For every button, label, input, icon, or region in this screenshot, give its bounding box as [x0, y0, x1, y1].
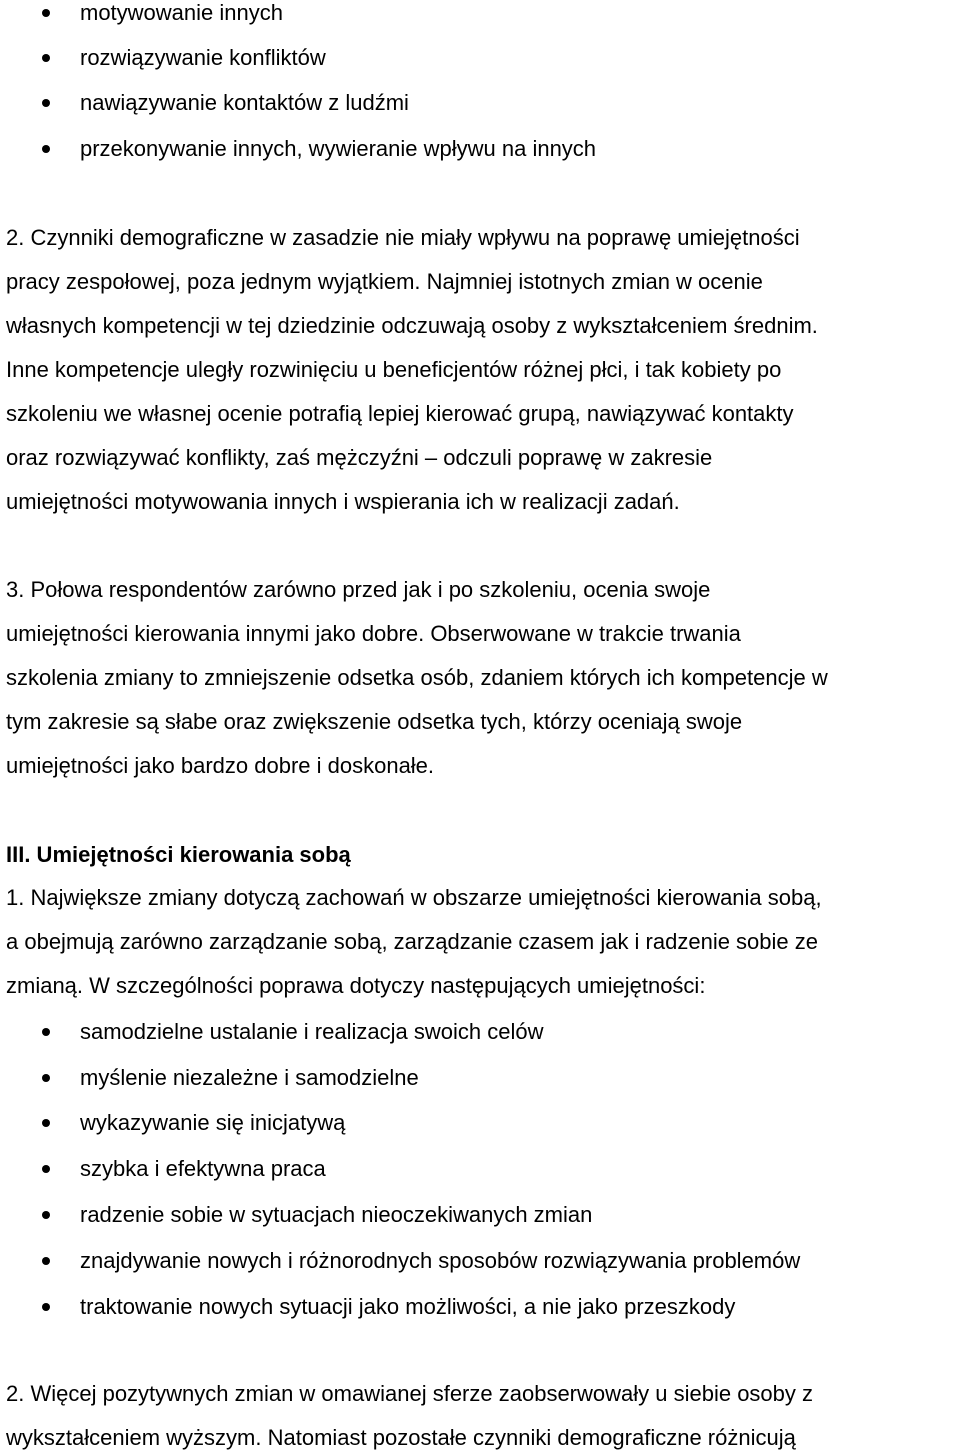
text-line: Inne kompetencje uległy rozwinięciu u beneficjentów różnej płci, i tak kobiety po — [6, 357, 782, 382]
bullet-icon — [42, 9, 50, 17]
text-line: oraz rozwiązywać konflikty, zaś mężczyźni – odczuli poprawę w zakresie — [6, 445, 713, 470]
bullet-icon — [42, 99, 50, 107]
list-item: przekonywanie innych, wywieranie wpływu na innych — [0, 136, 960, 162]
text-line: szkoleniu we własnej ocenie potrafią lepiej kierować grupą, nawiązywać kontakty — [6, 401, 794, 426]
bullet-icon — [42, 145, 50, 153]
text-line: szkolenia zmiany to zmniejszenie odsetka osób, zdaniem których ich kompetencje w — [6, 665, 828, 690]
list-item: znajdywanie nowych i różnorodnych sposobów rozwiązywania problemów — [0, 1248, 960, 1274]
text-line: pracy zespołowej, poza jednym wyjątkiem. Najmniej istotnych zmian w ocenie — [6, 269, 763, 294]
list-item: traktowanie nowych sytuacji jako możliwości, a nie jako przeszkody — [0, 1294, 960, 1320]
text-line: 2. Więcej pozytywnych zmian w omawianej sferze zaobserwowały u siebie osoby z — [6, 1381, 814, 1406]
list-item: radzenie sobie w sytuacjach nieoczekiwanych zmian — [0, 1202, 960, 1228]
text-line: 1. Największe zmiany dotyczą zachowań w obszarze umiejętności kierowania sobą, — [6, 885, 822, 910]
list-item: nawiązywanie kontaktów z ludźmi — [0, 90, 960, 116]
bullet-icon — [42, 1165, 50, 1173]
bullet-icon — [42, 54, 50, 62]
bullet-icon — [42, 1211, 50, 1219]
list-item: samodzielne ustalanie i realizacja swoich celów — [0, 1019, 960, 1045]
text-line: 2. Czynniki demograficzne w zasadzie nie miały wpływu na poprawę umiejętności — [6, 225, 800, 250]
list-item: myślenie niezależne i samodzielne — [0, 1065, 960, 1091]
text-line: 3. Połowa respondentów zarówno przed jak i po szkoleniu, ocenia swoje — [6, 577, 711, 602]
text-line: umiejętności kierowania innymi jako dobre. Obserwowane w trakcie trwania — [6, 621, 741, 646]
text-line: umiejętności jako bardzo dobre i doskonałe. — [6, 753, 435, 778]
list-item: wykazywanie się inicjatywą — [0, 1110, 960, 1136]
text-line: zmianą. W szczególności poprawa dotyczy następujących umiejętności: — [6, 973, 706, 998]
text-line: a obejmują zarówno zarządzanie sobą, zarządzanie czasem jak i radzenie sobie ze — [6, 929, 819, 954]
bullet-icon — [42, 1303, 50, 1311]
text-line: umiejętności motywowania innych i wspierania ich w realizacji zadań. — [6, 489, 680, 514]
section-heading: III. Umiejętności kierowania sobą — [6, 842, 351, 867]
bullet-icon — [42, 1028, 50, 1036]
bullet-icon — [42, 1074, 50, 1082]
list-item: rozwiązywanie konfliktów — [0, 45, 960, 71]
bullet-icon — [42, 1257, 50, 1265]
list-item: szybka i efektywna praca — [0, 1156, 960, 1182]
text-line: własnych kompetencji w tej dziedzinie odczuwają osoby z wykształceniem średnim. — [6, 313, 818, 338]
list-item: motywowanie innych — [0, 0, 960, 26]
text-line: tym zakresie są słabe oraz zwiększenie odsetka tych, którzy oceniają swoje — [6, 709, 743, 734]
text-line: wykształceniem wyższym. Natomiast pozostałe czynniki demograficzne różnicują — [6, 1425, 796, 1450]
bullet-icon — [42, 1119, 50, 1127]
